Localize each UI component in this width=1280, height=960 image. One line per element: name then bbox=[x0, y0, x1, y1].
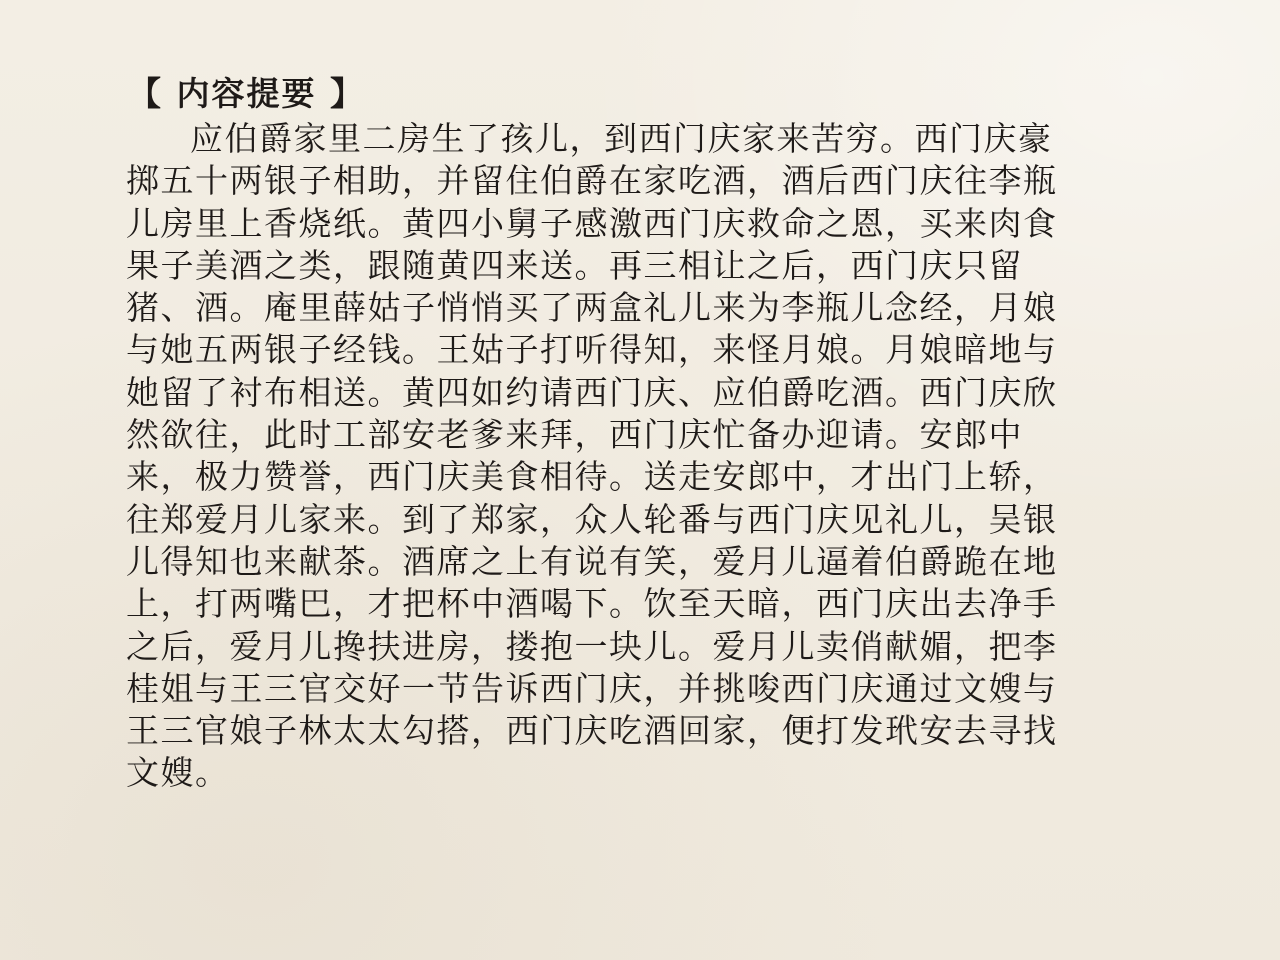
text-line: 果子美酒之类，跟随黄四来送。再三相让之后，西门庆只留 bbox=[126, 245, 1023, 285]
summary-paragraph bbox=[126, 118, 1146, 795]
text-line: 与她五两银子经钱。王姑子打听得知，来怪月娘。月娘暗地与 bbox=[126, 330, 1058, 370]
text-line: 来，极力赞誉，西门庆美食相待。送走安郎中，才出门上轿， bbox=[126, 457, 1058, 497]
text-line: 掷五十两银子相助，并留住伯爵在家吃酒，酒后西门庆往李瓶 bbox=[126, 161, 1058, 201]
text-line: 王三官娘子林太太勾搭，西门庆吃酒回家，便打发玳安去寻找 bbox=[126, 711, 1058, 751]
text-line: 然欲往，此时工部安老爹来拜，西门庆忙备办迎请。安郎中 bbox=[126, 415, 1023, 455]
text-line: 往郑爱月儿家来。到了郑家，众人轮番与西门庆见礼儿，吴银 bbox=[126, 499, 1058, 539]
text-line: 猪、酒。庵里薛姑子悄悄买了两盒礼儿来为李瓶儿念经，月娘 bbox=[126, 288, 1058, 328]
text-line: 文嫂。 bbox=[126, 753, 230, 793]
text-line: 儿房里上香烧纸。黄四小舅子感激西门庆救命之恩，买来肉食 bbox=[126, 203, 1058, 243]
text-line: 桂姐与王三官交好一节告诉西门庆，并挑唆西门庆通过文嫂与 bbox=[126, 668, 1058, 708]
text-line: 她留了衬布相送。黄四如约请西门庆、应伯爵吃酒。西门庆欣 bbox=[126, 372, 1058, 412]
text-line: 应伯爵家里二房生了孩儿，到西门庆家来苦穷。西门庆豪 bbox=[190, 119, 1053, 158]
section-heading: 【 内容提要 】 bbox=[128, 74, 365, 113]
text-line: 之后，爱月儿搀扶进房，搂抱一块儿。爱月儿卖俏献媚，把李 bbox=[126, 626, 1058, 666]
text-line: 上，打两嘴巴，才把杯中酒喝下。饮至天暗，西门庆出去净手 bbox=[126, 584, 1058, 624]
text-line: 儿得知也来献茶。酒席之上有说有笑，爱月儿逼着伯爵跪在地 bbox=[126, 541, 1058, 581]
